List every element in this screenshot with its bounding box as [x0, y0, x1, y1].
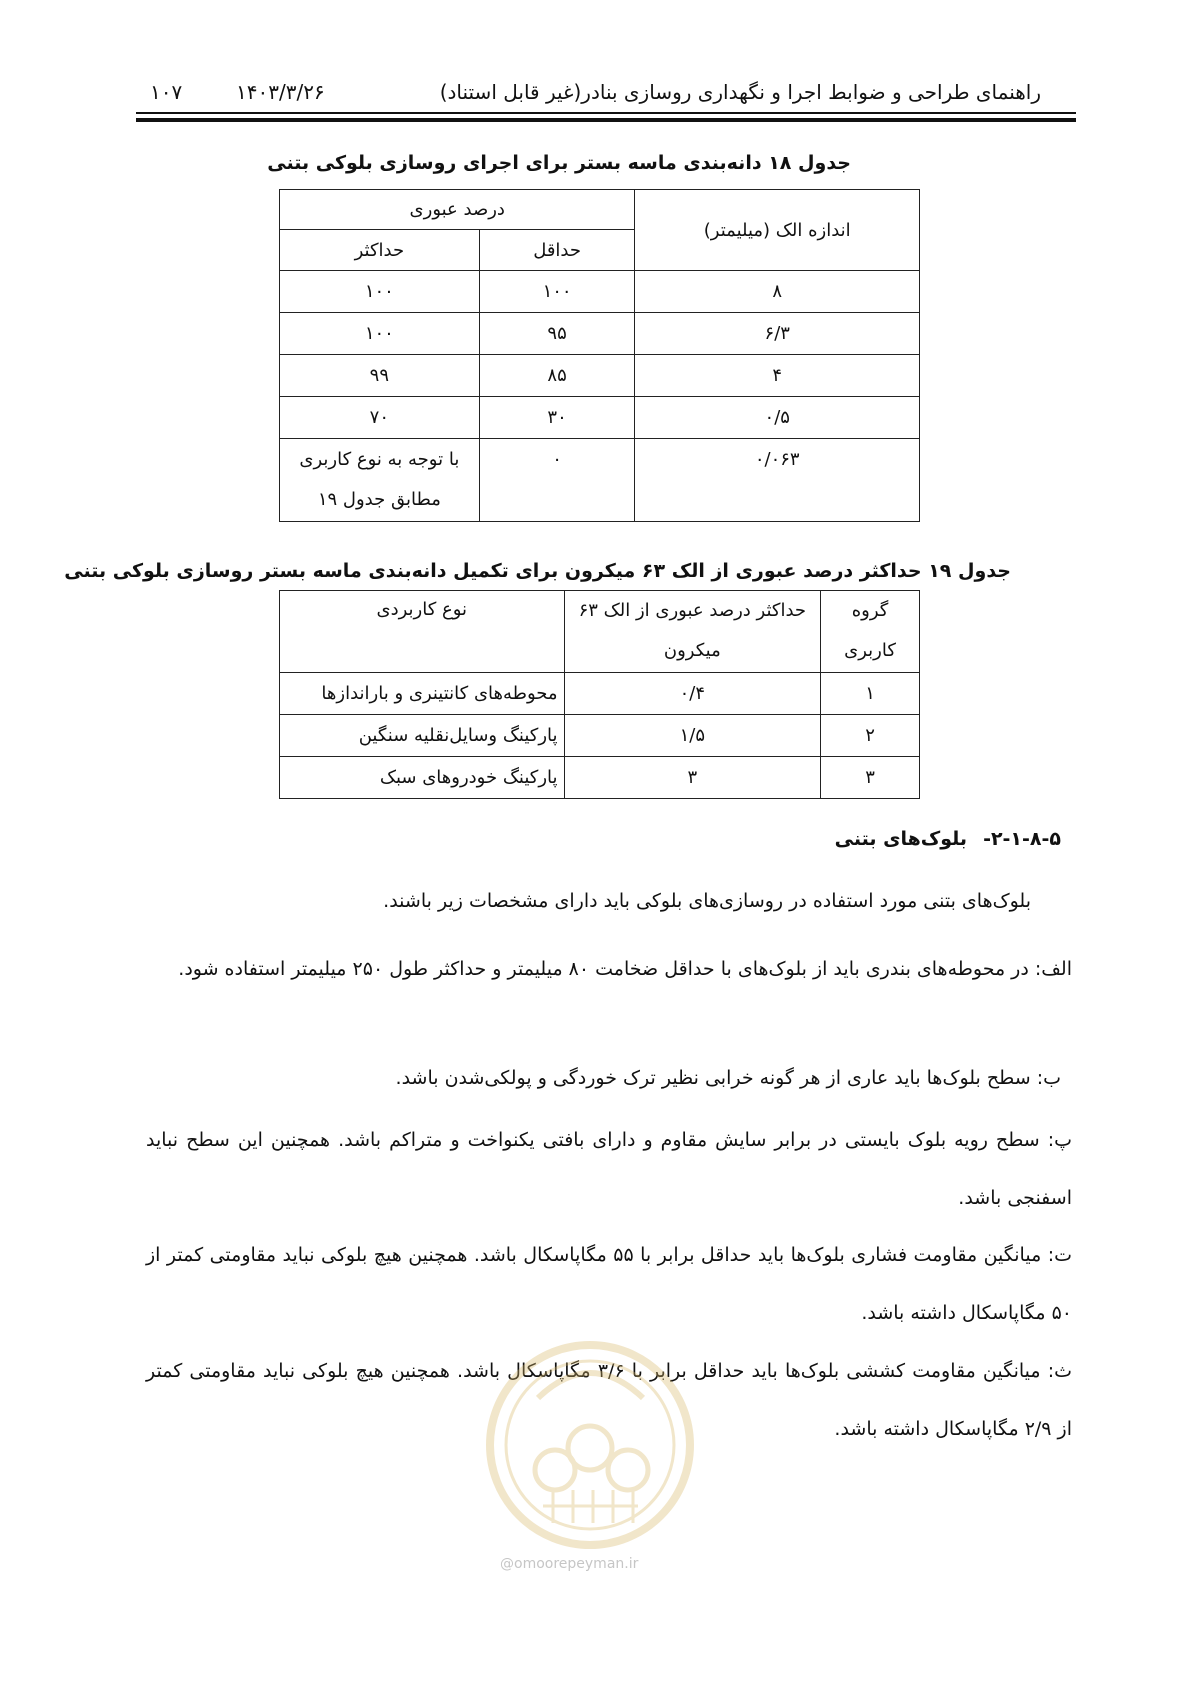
- table18-cell-sieve: ۰/۵: [635, 397, 920, 439]
- table18-cell-sieve: ۸: [635, 271, 920, 313]
- table18-cell-sieve: ۴: [635, 355, 920, 397]
- table18-caption: جدول ۱۸ دانه‌بندی ماسه بستر برای اجرای روسازی بلوکی بتنی: [267, 152, 851, 174]
- table18-cell-sieve: ۰/۰۶۳: [635, 439, 920, 522]
- table19: [279, 590, 920, 799]
- table18-cell-sieve: ۶/۳: [635, 313, 920, 355]
- watermark-site: @omoorepeyman.ir: [500, 1556, 639, 1572]
- table19-head-group: [821, 591, 920, 673]
- table18-cell-min: ۸۵: [479, 355, 635, 397]
- table-row: [280, 355, 920, 397]
- table-row: [280, 757, 920, 799]
- header-date: ۱۴۰۳/۳/۲۶: [236, 80, 325, 104]
- item-alef: الف: در محوطه‌های بندری باید از بلوک‌های با حداقل ضخامت ۸۰ میلیمتر و حداکثر طول ۲۵۰ میلیمتر استفاده شود.: [178, 958, 1072, 980]
- table19-head-group-line1: گروه: [851, 600, 889, 621]
- table19-cell-group: ۳: [821, 757, 920, 799]
- watermark-seal-icon: [483, 1338, 698, 1553]
- table19-cell-max: ۳: [564, 757, 821, 799]
- table-row: [280, 397, 920, 439]
- table18-cell-max: ۱۰۰: [280, 271, 480, 313]
- item-te: ت: میانگین مقاومت فشاری بلوک‌ها باید حداقل برابر با ۵۵ مگاپاسکال باشد. همچنین هیچ بلوکی نباید مقاومتی کمتر از ۵۰ مگاپاسکال داشته باشد.: [146, 1244, 1072, 1324]
- table19-caption: جدول ۱۹ حداکثر درصد عبوری از الک ۶۳ میکرون برای تکمیل دانه‌بندی ماسه بستر روسازی بلوکی بتنی: [64, 560, 1011, 582]
- table18-cell-min: ۰: [479, 439, 635, 522]
- table19-cell-max: ۰/۴: [564, 673, 821, 715]
- table18-cell-max: [280, 439, 480, 522]
- table19-cell-type: محوطه‌های کانتینری و باراندازها: [280, 673, 565, 715]
- table19-head-max-line2: میکرون: [663, 640, 721, 661]
- table-row: [280, 715, 920, 757]
- item-be: ب: سطح بلوک‌ها باید عاری از هر گونه خرابی نظیر ترک خوردگی و پولکی‌شدن باشد.: [395, 1067, 1061, 1089]
- table18-cell-min: ۹۵: [479, 313, 635, 355]
- item-se: ث: میانگین مقاومت کششی بلوک‌ها باید حداقل برابر با ۳/۶ مگاپاسکال باشد. همچنین هیچ بلوکی نباید مقاومتی کمتر از ۲/۹ مگاپاسکال داشته باشد.: [146, 1360, 1072, 1440]
- table-row: [280, 439, 920, 522]
- table18-cell-max: ۱۰۰: [280, 313, 480, 355]
- section-heading: [835, 828, 1061, 850]
- table19-head-type: نوع کاربردی: [280, 591, 565, 673]
- table19-head-group-line2: کاربری: [844, 640, 896, 661]
- header-rule-thick: [136, 118, 1076, 122]
- table18-cell-min: ۱۰۰: [479, 271, 635, 313]
- table19-head-max-line1: حداکثر درصد عبوری از الک ۶۳: [578, 600, 807, 621]
- table18-head-min: حداقل: [479, 230, 635, 271]
- table19-cell-group: ۲: [821, 715, 920, 757]
- table18-cell-max: ۷۰: [280, 397, 480, 439]
- table19-cell-max: ۱/۵: [564, 715, 821, 757]
- table-row: [280, 313, 920, 355]
- page-number: ۱۰۷: [150, 80, 183, 104]
- header-title: راهنمای طراحی و ضوابط اجرا و نگهداری روسازی بنادر(غیر قابل استناد): [439, 80, 1041, 104]
- table-row: [280, 673, 920, 715]
- table18-cell-max-line1: با توجه به نوع کاربری: [299, 449, 460, 470]
- table19-head-max: [564, 591, 821, 673]
- table18-head-sieve: اندازه الک (میلیمتر): [635, 190, 920, 271]
- table-row: [280, 271, 920, 313]
- table18-cell-max-line2: مطابق جدول ۱۹: [317, 489, 441, 510]
- table19-cell-group: ۱: [821, 673, 920, 715]
- table18-head-passing: درصد عبوری: [280, 190, 635, 230]
- table19-cell-type: پارکینگ خودروهای سبک: [280, 757, 565, 799]
- table18-cell-max: ۹۹: [280, 355, 480, 397]
- section-title: بلوک‌های بتنی: [834, 828, 968, 850]
- section-number: ۲-۱-۸-۵-: [983, 828, 1061, 850]
- table18-head-max: حداکثر: [280, 230, 480, 271]
- table19-cell-type: پارکینگ وسایل‌نقلیه سنگین: [280, 715, 565, 757]
- table19-header-row: [280, 591, 920, 673]
- table18: [279, 189, 920, 522]
- body-intro: بلوک‌های بتنی مورد استفاده در روسازی‌های بلوکی باید دارای مشخصات زیر باشند.: [383, 890, 1031, 912]
- header-rule-thin: [136, 112, 1076, 114]
- table18-header-row: [280, 190, 920, 230]
- item-pe: پ: سطح رویه بلوک بایستی در برابر سایش مقاوم و دارای بافتی یکنواخت و متراکم باشد. همچنین این سطح نباید اسفنجی باشد.: [146, 1129, 1072, 1209]
- table18-cell-min: ۳۰: [479, 397, 635, 439]
